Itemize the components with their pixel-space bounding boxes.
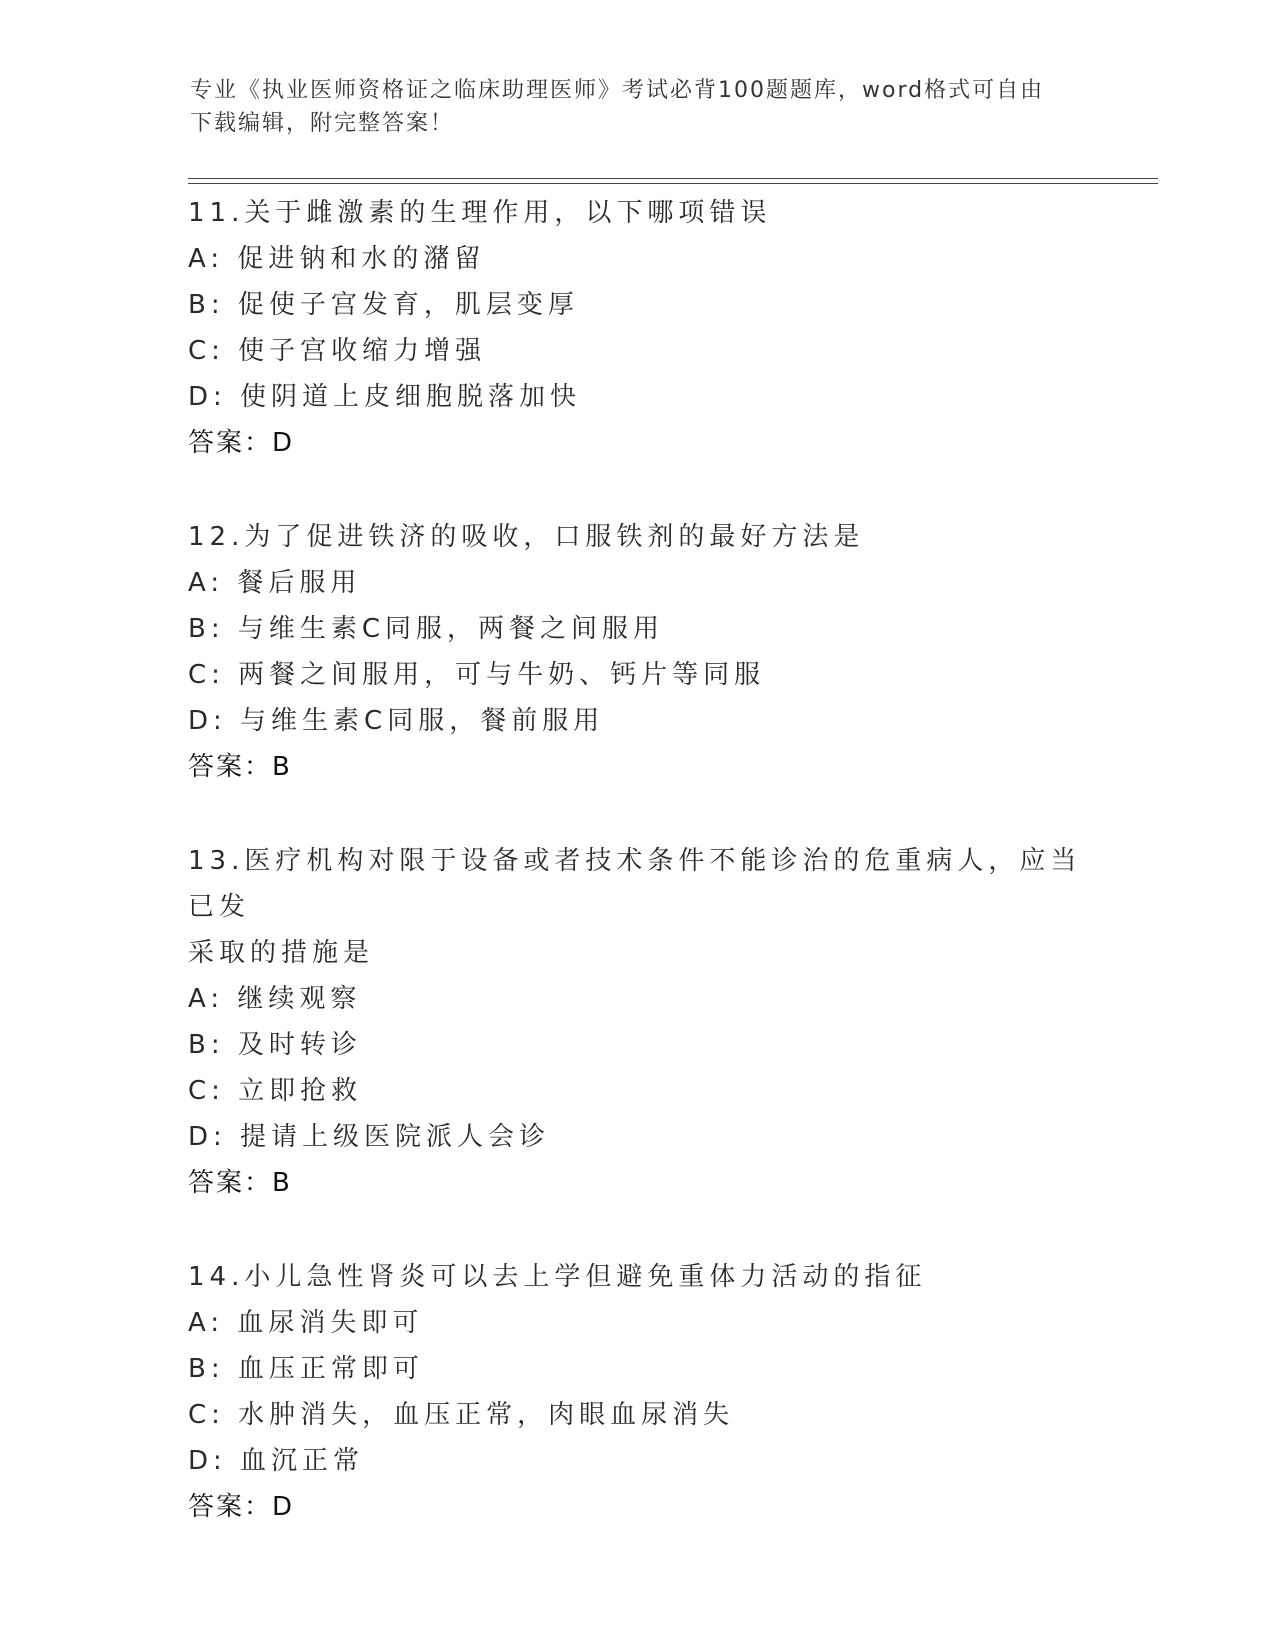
option-d: D: 血沉正常: [188, 1446, 365, 1476]
option-c: C: 水肿消失，血压正常，肉眼血尿消失: [188, 1400, 735, 1430]
header-line-2: 下载编辑，附完整答案！: [190, 111, 455, 136]
option-b: B: 及时转诊: [188, 1030, 362, 1060]
answer: 答案：D: [188, 428, 295, 458]
question-13: [188, 838, 1108, 1206]
option-c: C: 使子宫收缩力增强: [188, 336, 487, 366]
option-b: B: 与维生素C同服，两餐之间服用: [188, 614, 665, 644]
question-title: 11.关于雌激素的生理作用，以下哪项错误: [188, 198, 772, 228]
option-d: D: 使阴道上皮细胞脱落加快: [188, 382, 582, 412]
option-a: A: 血尿消失即可: [188, 1308, 424, 1338]
question-12: [188, 514, 1108, 790]
option-b: B: 血压正常即可: [188, 1354, 424, 1384]
option-b: B: 促使子宫发育，肌层变厚: [188, 290, 579, 320]
option-c: C: 两餐之间服用，可与牛奶、钙片等同服: [188, 660, 766, 690]
question-title-line-1: 13.医疗机构对限于设备或者技术条件不能诊治的危重病人，应当已发: [188, 846, 1082, 922]
document-header: [190, 74, 1090, 140]
header-divider: [188, 178, 1158, 184]
option-a: A: 继续观察: [188, 984, 362, 1014]
option-d: D: 与维生素C同服，餐前服用: [188, 706, 605, 736]
question-14: [188, 1254, 1108, 1530]
option-a: A: 促进钠和水的潴留: [188, 244, 486, 274]
question-title-line-2: 采取的措施是: [188, 938, 375, 968]
answer: 答案：B: [188, 752, 292, 782]
option-a: A: 餐后服用: [188, 568, 362, 598]
option-d: D: 提请上级医院派人会诊: [188, 1122, 551, 1152]
answer: 答案：D: [188, 1492, 295, 1522]
question-list: [188, 190, 1108, 1578]
question-title: 14.小儿急性肾炎可以去上学但避免重体力活动的指征: [188, 1262, 927, 1292]
question-11: [188, 190, 1108, 466]
header-line-1: 专业《执业医师资格证之临床助理医师》考试必背100题题库，word格式可自由: [190, 78, 1045, 103]
answer: 答案：B: [188, 1168, 292, 1198]
question-title: 12.为了促进铁济的吸收，口服铁剂的最好方法是: [188, 522, 865, 552]
option-c: C: 立即抢救: [188, 1076, 363, 1106]
